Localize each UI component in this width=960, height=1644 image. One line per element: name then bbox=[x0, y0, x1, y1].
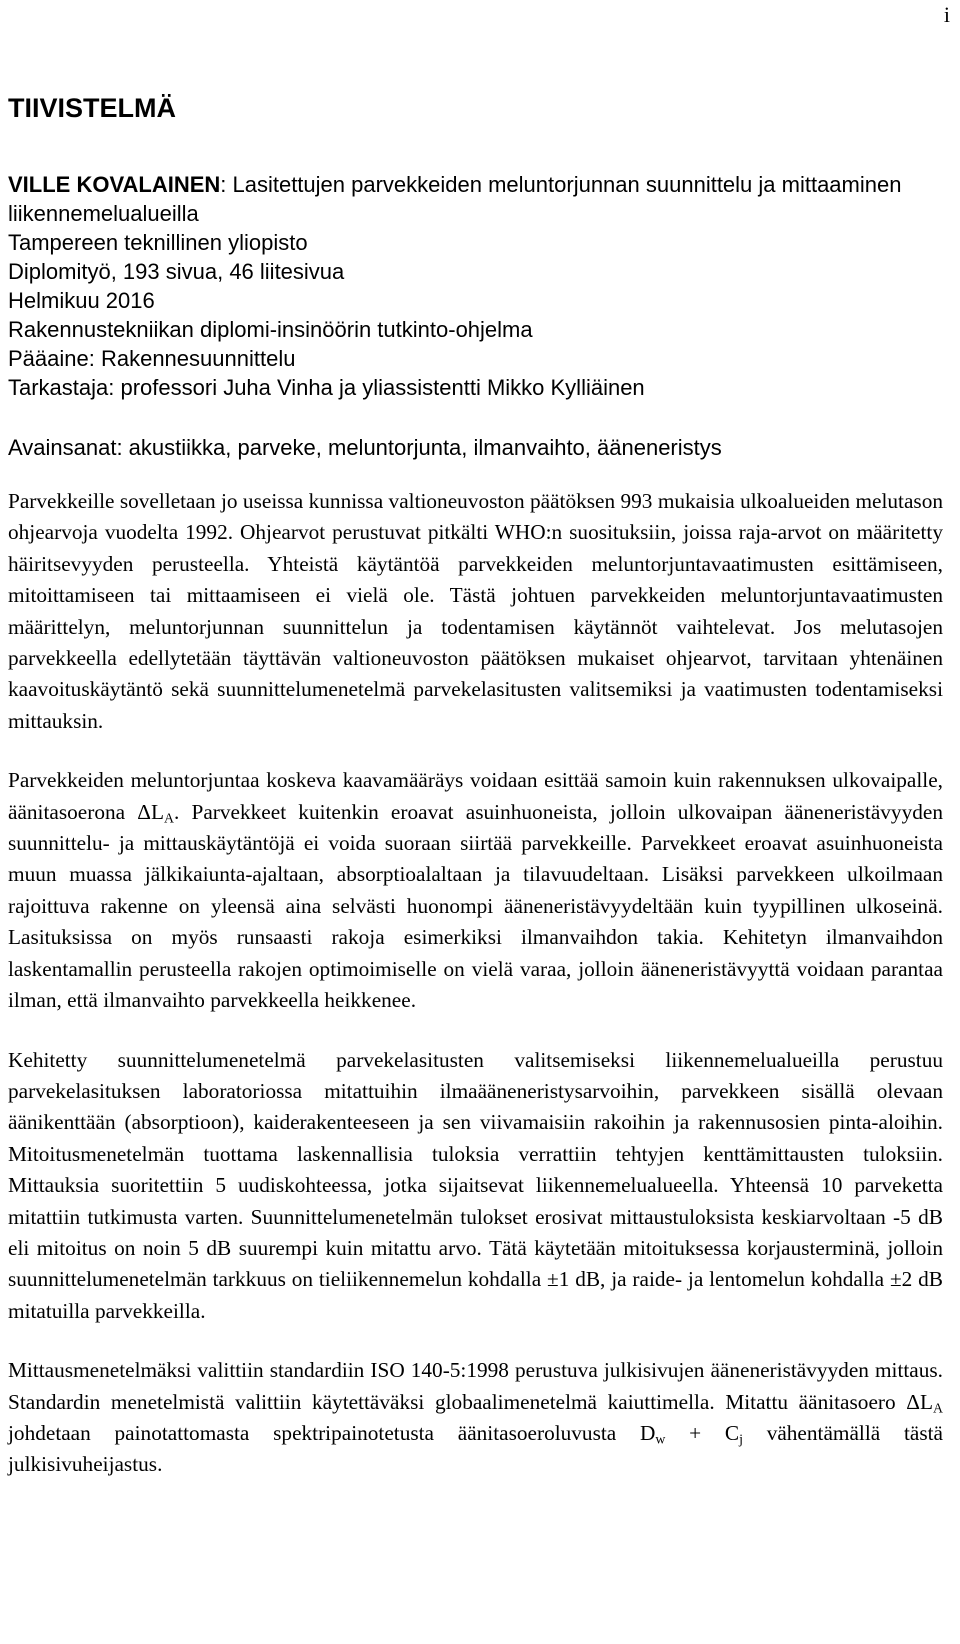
title-line bbox=[8, 170, 948, 228]
thesis-date: Helmikuu 2016 bbox=[8, 288, 155, 313]
page-heading: TIIVISTELMÄ bbox=[8, 93, 176, 123]
examiners: Tarkastaja: professori Juha Vinha ja yliassistentti Mikko Kylliäinen bbox=[8, 375, 645, 400]
author-name: VILLE KOVALAINEN bbox=[8, 172, 221, 197]
thesis-metadata bbox=[8, 170, 948, 402]
page-number: i bbox=[943, 2, 950, 27]
university: Tampereen teknillinen yliopisto bbox=[8, 230, 308, 255]
paragraph-2: Parvekkeiden meluntorjuntaa koskeva kaavamääräys voidaan esittää samoin kuin rakennuksen ulkovaipalle, äänitasoerona $\Delta L_A$. Parvekkeet kuitenkin eroavat asuinhuoneista, jolloin ulkovaipan ääneneristävyyden suunnittelu- ja mittauskäytäntöjä ei voida suoraan siirtää parvekkeille. Parvekkeet eroavat asuinhuoneista muun muassa jälkikaiunta-ajaltaan, absorptioalaltaan ja tilavuudeltaan. Lisäksi parvekkeen ulkoilmaan rajoittuva rakenne on yleensä aina selvästi huonompi ääneneristävyydeltään kuin tyypillinen ulkoseinä. Lasituksissa on myös runsaasti rakoja esimerkiksi ilmanvaihdon takia. Kehitetyn ilmanvaihdon laskentamallin perusteella rakojen optimoimiselle on vielä varaa, jolloin ääneneristävyyttä voidaan parantaa ilman, että ilmanvaihto parvekkeella heikkenee. bbox=[8, 768, 943, 1013]
degree-programme: Rakennustekniikan diplomi-insinöörin tutkinto-ohjelma bbox=[8, 317, 533, 342]
paragraph-1: Parvekkeille sovelletaan jo useissa kunnissa valtioneuvoston päätöksen 993 mukaisia ulkoalueiden melutason ohjearvoja vuodelta 1992. Ohjearvot perustuvat pitkälti WHO:n suosituksiin, joissa raja-arvot on määritetty häiritsevyyden perusteella. Yhteistä käytäntöä parvekkeiden meluntorjuntavaatimusten esittämiseen, mitoittamiseen tai mittaamiseen ei vielä ole. Tästä johtuen parvekkeiden meluntorjuntavaatimusten määrittelyn, meluntorjunnan suunnittelun ja todentamisen käytännöt vaihtelevat. Jos melutasojen parvekkeella edellytetään täyttävän valtioneuvoston päätöksen mukaiset ohjearvot, tarvitaan yhtenäinen kaavoituskäytäntö sekä suunnittelumenetelmä parvekelasitusten valitsemiksi ja vaatimusten todentamiseksi mittauksin. bbox=[8, 489, 943, 733]
major-subject: Pääaine: Rakennesuunnittelu bbox=[8, 346, 296, 371]
paragraph-3: Kehitetty suunnittelumenetelmä parvekelasitusten valitsemiseksi liikennemelualueilla perustuu parvekelasituksen laboratoriossa mitattuihin ilmaääneneristysarvoihin, parvekkeen sisällä olevaan äänikenttään (absorptioon), kaiderakenteeseen ja sen viivamaisiin rakoihin ja rakennusosien pinta-aloihin. Mitoitusmenetelmän tuottama laskennallisia tuloksia verrattiin tehtyjen kenttämittausten tuloksiin. Mittauksia suoritettiin 5 uudiskohteessa, jotka sijaitsevat liikennemelualueella. Yhteensä 10 parveketta mitattiin tutkimusta varten. Suunnittelumenetelmän tulokset erosivat mittaustuloksista keskiarvoltaan -5 dB eli mitoitus on noin 5 dB suurempi kuin mitattu arvo. Tätä käytetään mitoituksessa korjausterminä, jolloin suunnittelumenetelmän tarkkuus on tieliikennemelun kohdalla ±1 dB, ja raide- ja lentomelun kohdalla ±2 dB mitatuilla parvekkeilla. bbox=[8, 1047, 943, 1323]
delta-la-symbol: ΔL bbox=[137, 799, 164, 824]
delta-la-symbol: ΔL bbox=[906, 1389, 933, 1414]
paragraph-4: Mittausmenetelmäksi valittiin standardiin ISO 140-5:1998 perustuva julkisivujen ääneneristävyyden mittaus. Standardin menetelmistä valittiin käytettäväksi globaalimenetelmä kaiuttimella. Mitattu äänitasoero $\Delta L_A$ johdetaan painotattomasta spektripainotetusta äänitasoeroluvusta $D_w + C_j$ vähentämällä tästä julkisivuheijastus. bbox=[8, 1358, 943, 1477]
thesis-info: Diplomityö, 193 sivua, 46 liitesivua bbox=[8, 259, 345, 284]
thesis-title: : Lasitettujen parvekkeiden meluntorjunnan suunnittelu ja mittaaminen liikennemelualueilla bbox=[8, 172, 902, 226]
keywords: Avainsanat: akustiikka, parveke, meluntorjunta, ilmanvaihto, ääneneristys bbox=[8, 435, 722, 460]
abstract-body bbox=[8, 486, 943, 1481]
